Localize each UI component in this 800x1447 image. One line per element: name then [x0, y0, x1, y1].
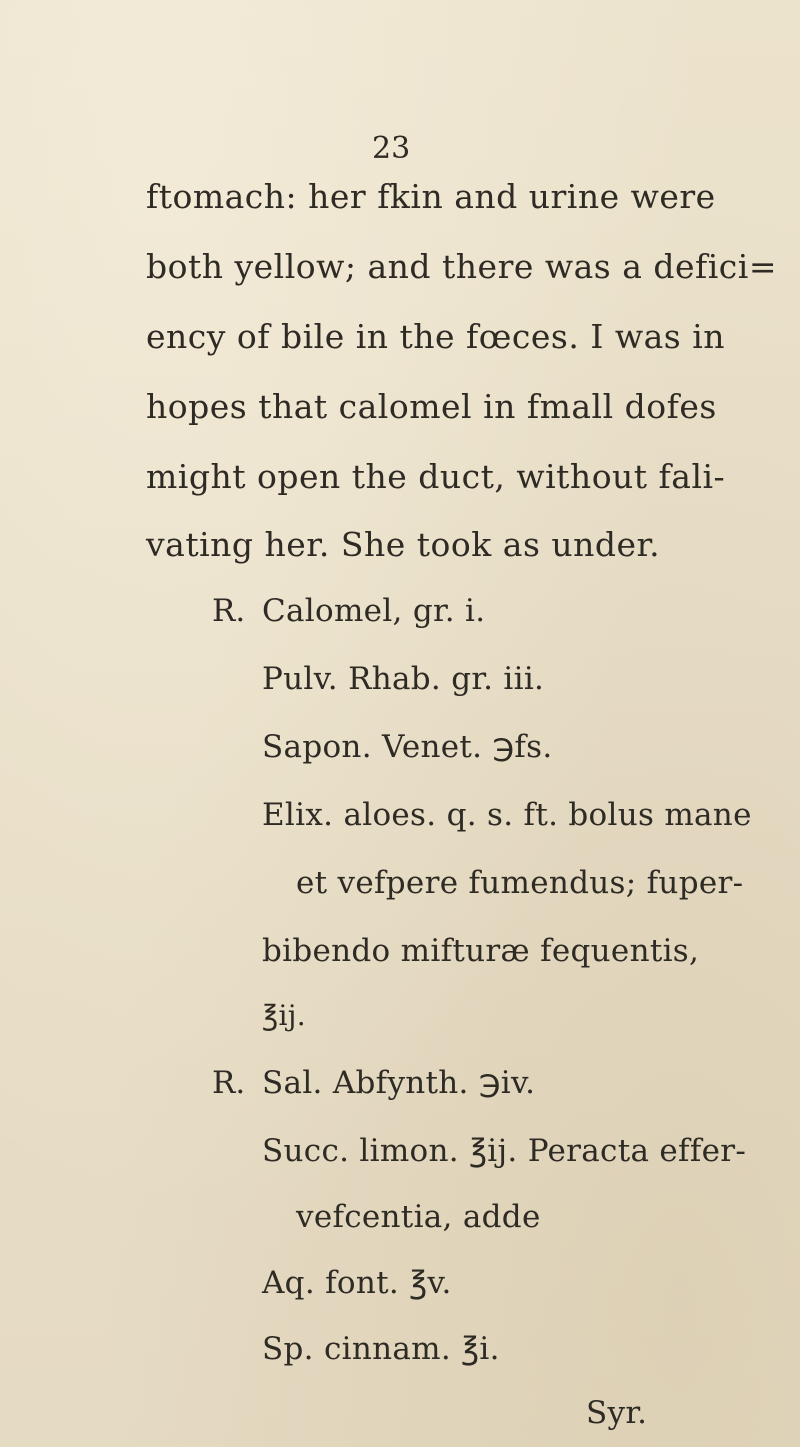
prescription-1-line-6: bibendo mifturæ fequentis,: [262, 933, 700, 969]
prescription-1-line-7: ℥ij.: [262, 999, 306, 1032]
recipe-symbol-1: R.: [212, 593, 246, 629]
paragraph-line-5: might open the duct, without fali-: [146, 457, 726, 496]
paragraph-line-1: ftomach: her fkin and urine were: [146, 177, 716, 216]
prescription-1-line-2: Pulv. Rhab. gr. iii.: [262, 661, 545, 697]
prescription-1-line-5: et vefpere fumendus; fuper-: [296, 865, 744, 901]
prescription-1-line-1: Calomel, gr. i.: [262, 593, 486, 629]
prescription-2-line-4: Aq. font. ℥v.: [262, 1265, 452, 1301]
recipe-symbol-2: R.: [212, 1065, 246, 1101]
prescription-1-line-3: Sapon. Venet. ℈fs.: [262, 729, 553, 765]
prescription-2-line-3: vefcentia, adde: [296, 1199, 541, 1235]
prescription-2-line-2: Succ. limon. ℥ij. Peracta effer-: [262, 1133, 747, 1169]
catchword: Syr.: [586, 1395, 648, 1431]
paragraph-line-6: vating her. She took as under.: [146, 525, 661, 564]
prescription-1-line-4: Elix. aloes. q. s. ft. bolus mane: [262, 797, 752, 833]
prescription-2-line-5: Sp. cinnam. ℥i.: [262, 1331, 500, 1367]
paragraph-line-4: hopes that calomel in fmall dofes: [146, 387, 717, 426]
page-number: 23: [372, 131, 411, 166]
paragraph-line-2: both yellow; and there was a defici=: [146, 247, 777, 286]
prescription-2-line-1: Sal. Abfynth. ℈iv.: [262, 1065, 536, 1101]
paragraph-line-3: ency of bile in the fœces. I was in: [146, 317, 725, 356]
